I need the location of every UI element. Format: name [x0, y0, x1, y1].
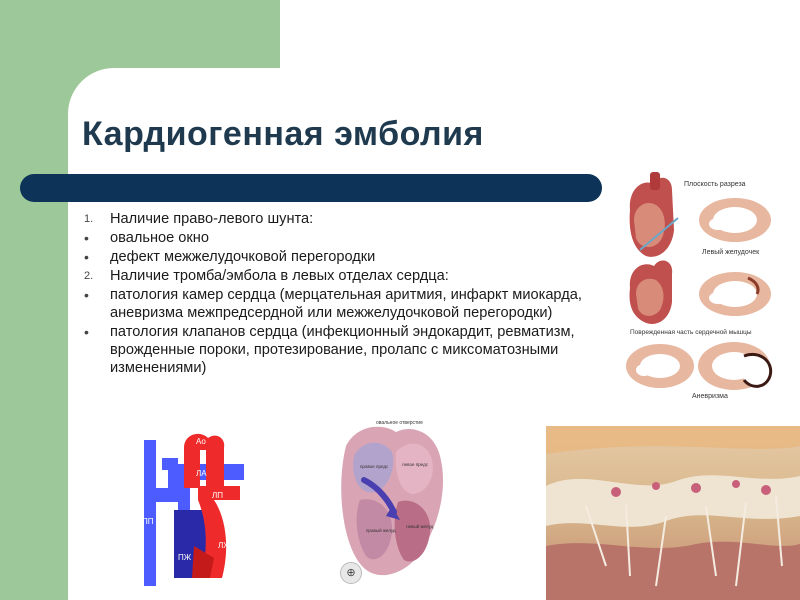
list-item-text: дефект межжелудочковой перегородки	[110, 249, 376, 265]
list-item	[76, 323, 596, 377]
heart-cross-section-figure	[620, 170, 780, 406]
background-green-strip	[0, 0, 68, 600]
list-item	[76, 267, 596, 285]
label-la: ЛА	[196, 469, 207, 478]
background-white-top	[280, 0, 800, 68]
label-right-ventricle: правый желуд	[366, 528, 396, 533]
title-underline-bar	[20, 174, 602, 202]
bullet-marker: •	[84, 287, 89, 303]
label-left-ventricle: левый желуд	[406, 524, 434, 529]
ventricle-ring	[699, 198, 771, 242]
list-item-text: овальное окно	[110, 230, 209, 246]
label-pp: ПП	[142, 517, 154, 526]
slide-title: Кардиогенная эмболия	[82, 115, 484, 153]
label-aneurysm: Аневризма	[692, 393, 728, 400]
zoom-icon[interactable]: ⊕	[340, 562, 362, 584]
list-item	[76, 248, 596, 266]
label-pzh: ПЖ	[178, 553, 192, 562]
bullet-marker: •	[84, 230, 89, 246]
label-plane: Плоскость разреза	[684, 181, 746, 188]
list-item-text: Наличие право-левого шунта:	[110, 211, 314, 227]
label-foramen-ovale: овальное отверстие	[376, 420, 423, 426]
ventricle-ring	[626, 344, 694, 388]
label-right-atrium: правое предс	[360, 464, 389, 469]
label-ao: Ao	[196, 437, 206, 446]
list-marker: 1.	[84, 213, 94, 225]
list-item-text: патология клапанов сердца (инфекционный эндокардит, ревматизм, врожденные пороки, протезирование, пролапс с миксоматозными изменениями)	[110, 324, 575, 376]
content-list	[76, 210, 596, 378]
list-item	[76, 286, 596, 322]
list-item-text: патология камер сердца (мерцательная аритмия, инфаркт миокарда, аневризма межпредсердной или межжелудочковой перегородки)	[110, 287, 582, 321]
list-item	[76, 229, 596, 247]
list-item-text: Наличие тромба/эмбола в левых отделах сердца:	[110, 268, 449, 284]
label-lzh: ЛЖ	[218, 541, 231, 550]
label-left-atrium: левое предс	[402, 462, 428, 467]
circulation-diagram	[134, 428, 258, 590]
heart-illustration	[630, 260, 673, 324]
label-damaged-muscle: Поврежденная часть сердечной мышцы	[630, 329, 752, 336]
label-left-ventricle: Левый желудочек	[702, 249, 760, 256]
label-lp: ЛП	[212, 491, 223, 500]
valve-vegetation-photo	[546, 426, 800, 600]
ventricle-ring	[699, 272, 771, 316]
bullet-marker: •	[84, 324, 89, 340]
list-marker: 2.	[84, 270, 94, 282]
list-item	[76, 210, 596, 228]
bullet-marker: •	[84, 249, 89, 265]
